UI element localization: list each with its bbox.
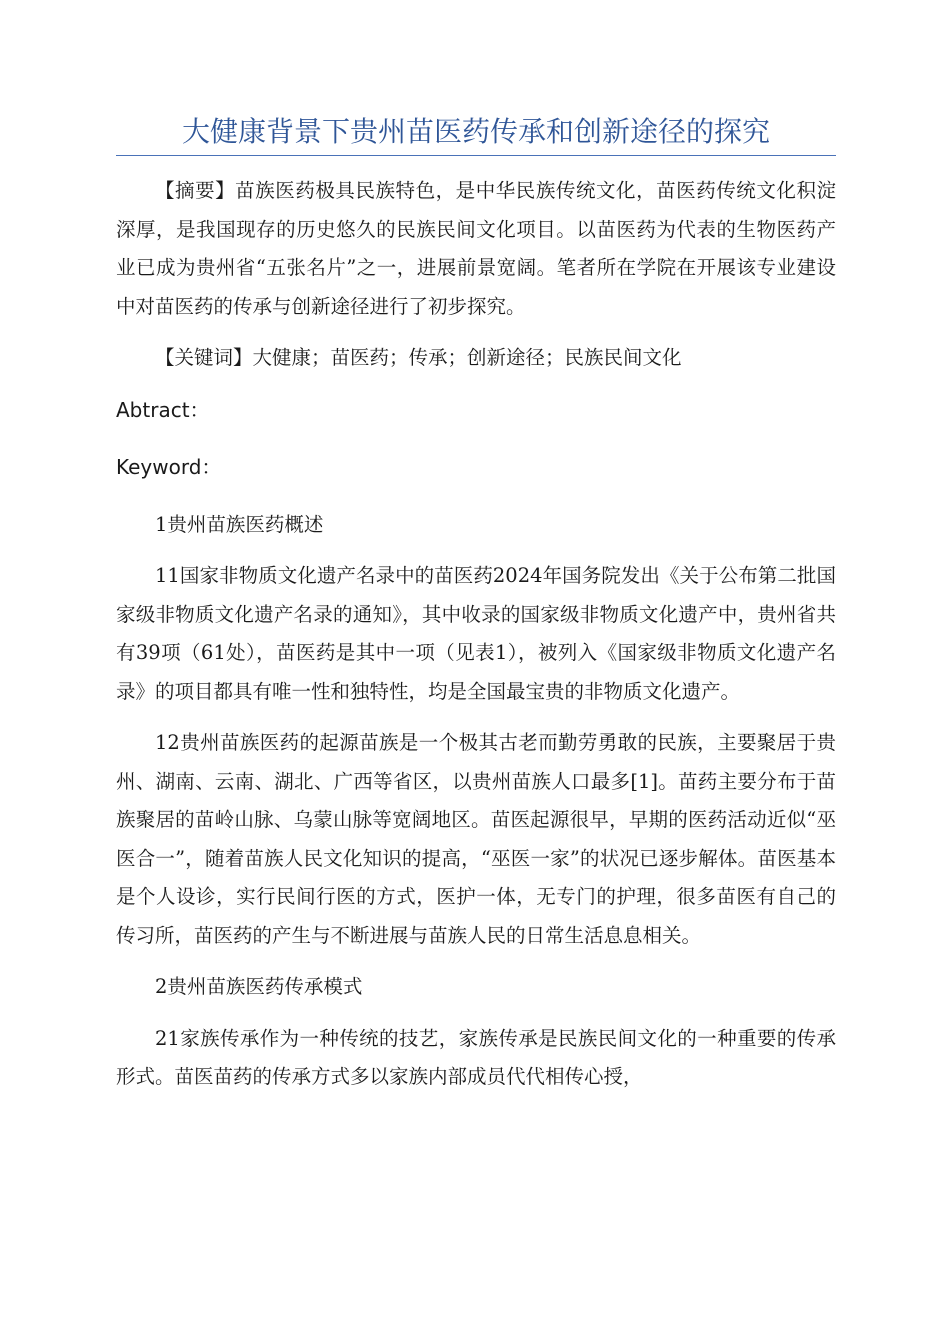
section-1-2-paragraph: 12贵州苗族医药的起源苗族是一个极其古老而勤劳勇敢的民族，主要聚居于贵州、湖南、云南、湖北、广西等省区，以贵州苗族人口最多[1]。苗药主要分布于苗族聚居的苗岭山脉、乌蒙山脉等宽阔地区。苗医起源很早，早期的医药活动近似“巫医合一”，随着苗族人民文化知识的提高，“巫医一家”的状况已逐步解体。苗医基本是个人设诊，实行民间行医的方式，医护一体，无专门的护理，很多苗医有自己的传习所，苗医药的产生与不断进展与苗族人民的日常生活息息相关。	[116, 731, 836, 947]
section-1-heading: 1贵州苗族医药概述	[155, 512, 324, 536]
title-underline	[116, 155, 836, 156]
document-title: 大健康背景下贵州苗医药传承和创新途径的探究	[181, 115, 770, 148]
document-body	[116, 172, 836, 1110]
keyword-label: Keyword：	[116, 455, 222, 479]
abtract-label: Abtract：	[116, 397, 210, 422]
abstract-paragraph: 【摘要】苗族医药极具民族特色，是中华民族传统文化，苗医药传统文化积淀深厚，是我国现存的历史悠久的民族民间文化项目。以苗医药为代表的生物医药产业已成为贵州省“五张名片”之一，进展前景宽阔。笔者所在学院在开展该专业建设中对苗医药的传承与创新途径进行了初步探究。	[116, 179, 836, 318]
section-2-1-paragraph: 21家族传承作为一种传统的技艺，家族传承是民族民间文化的一种重要的传承形式。苗医苗药的传承方式多以家族内部成员代代相传心授，	[116, 1026, 836, 1088]
section-1-1-paragraph: 11国家非物质文化遗产名录中的苗医药2024年国务院发出《关于公布第二批国家级非物质文化遗产名录的通知》，其中收录的国家级非物质文化遗产中，贵州省共有39项（61处），苗医药是其中一项（见表1），被列入《国家级非物质文化遗产名录》的项目都具有唯一性和独特性，均是全国最宝贵的非物质文化遗产。	[116, 564, 836, 703]
keywords-line: 【关键词】大健康；苗医药；传承；创新途径；民族民间文化	[155, 346, 682, 369]
section-2-heading: 2贵州苗族医药传承模式	[155, 975, 363, 998]
